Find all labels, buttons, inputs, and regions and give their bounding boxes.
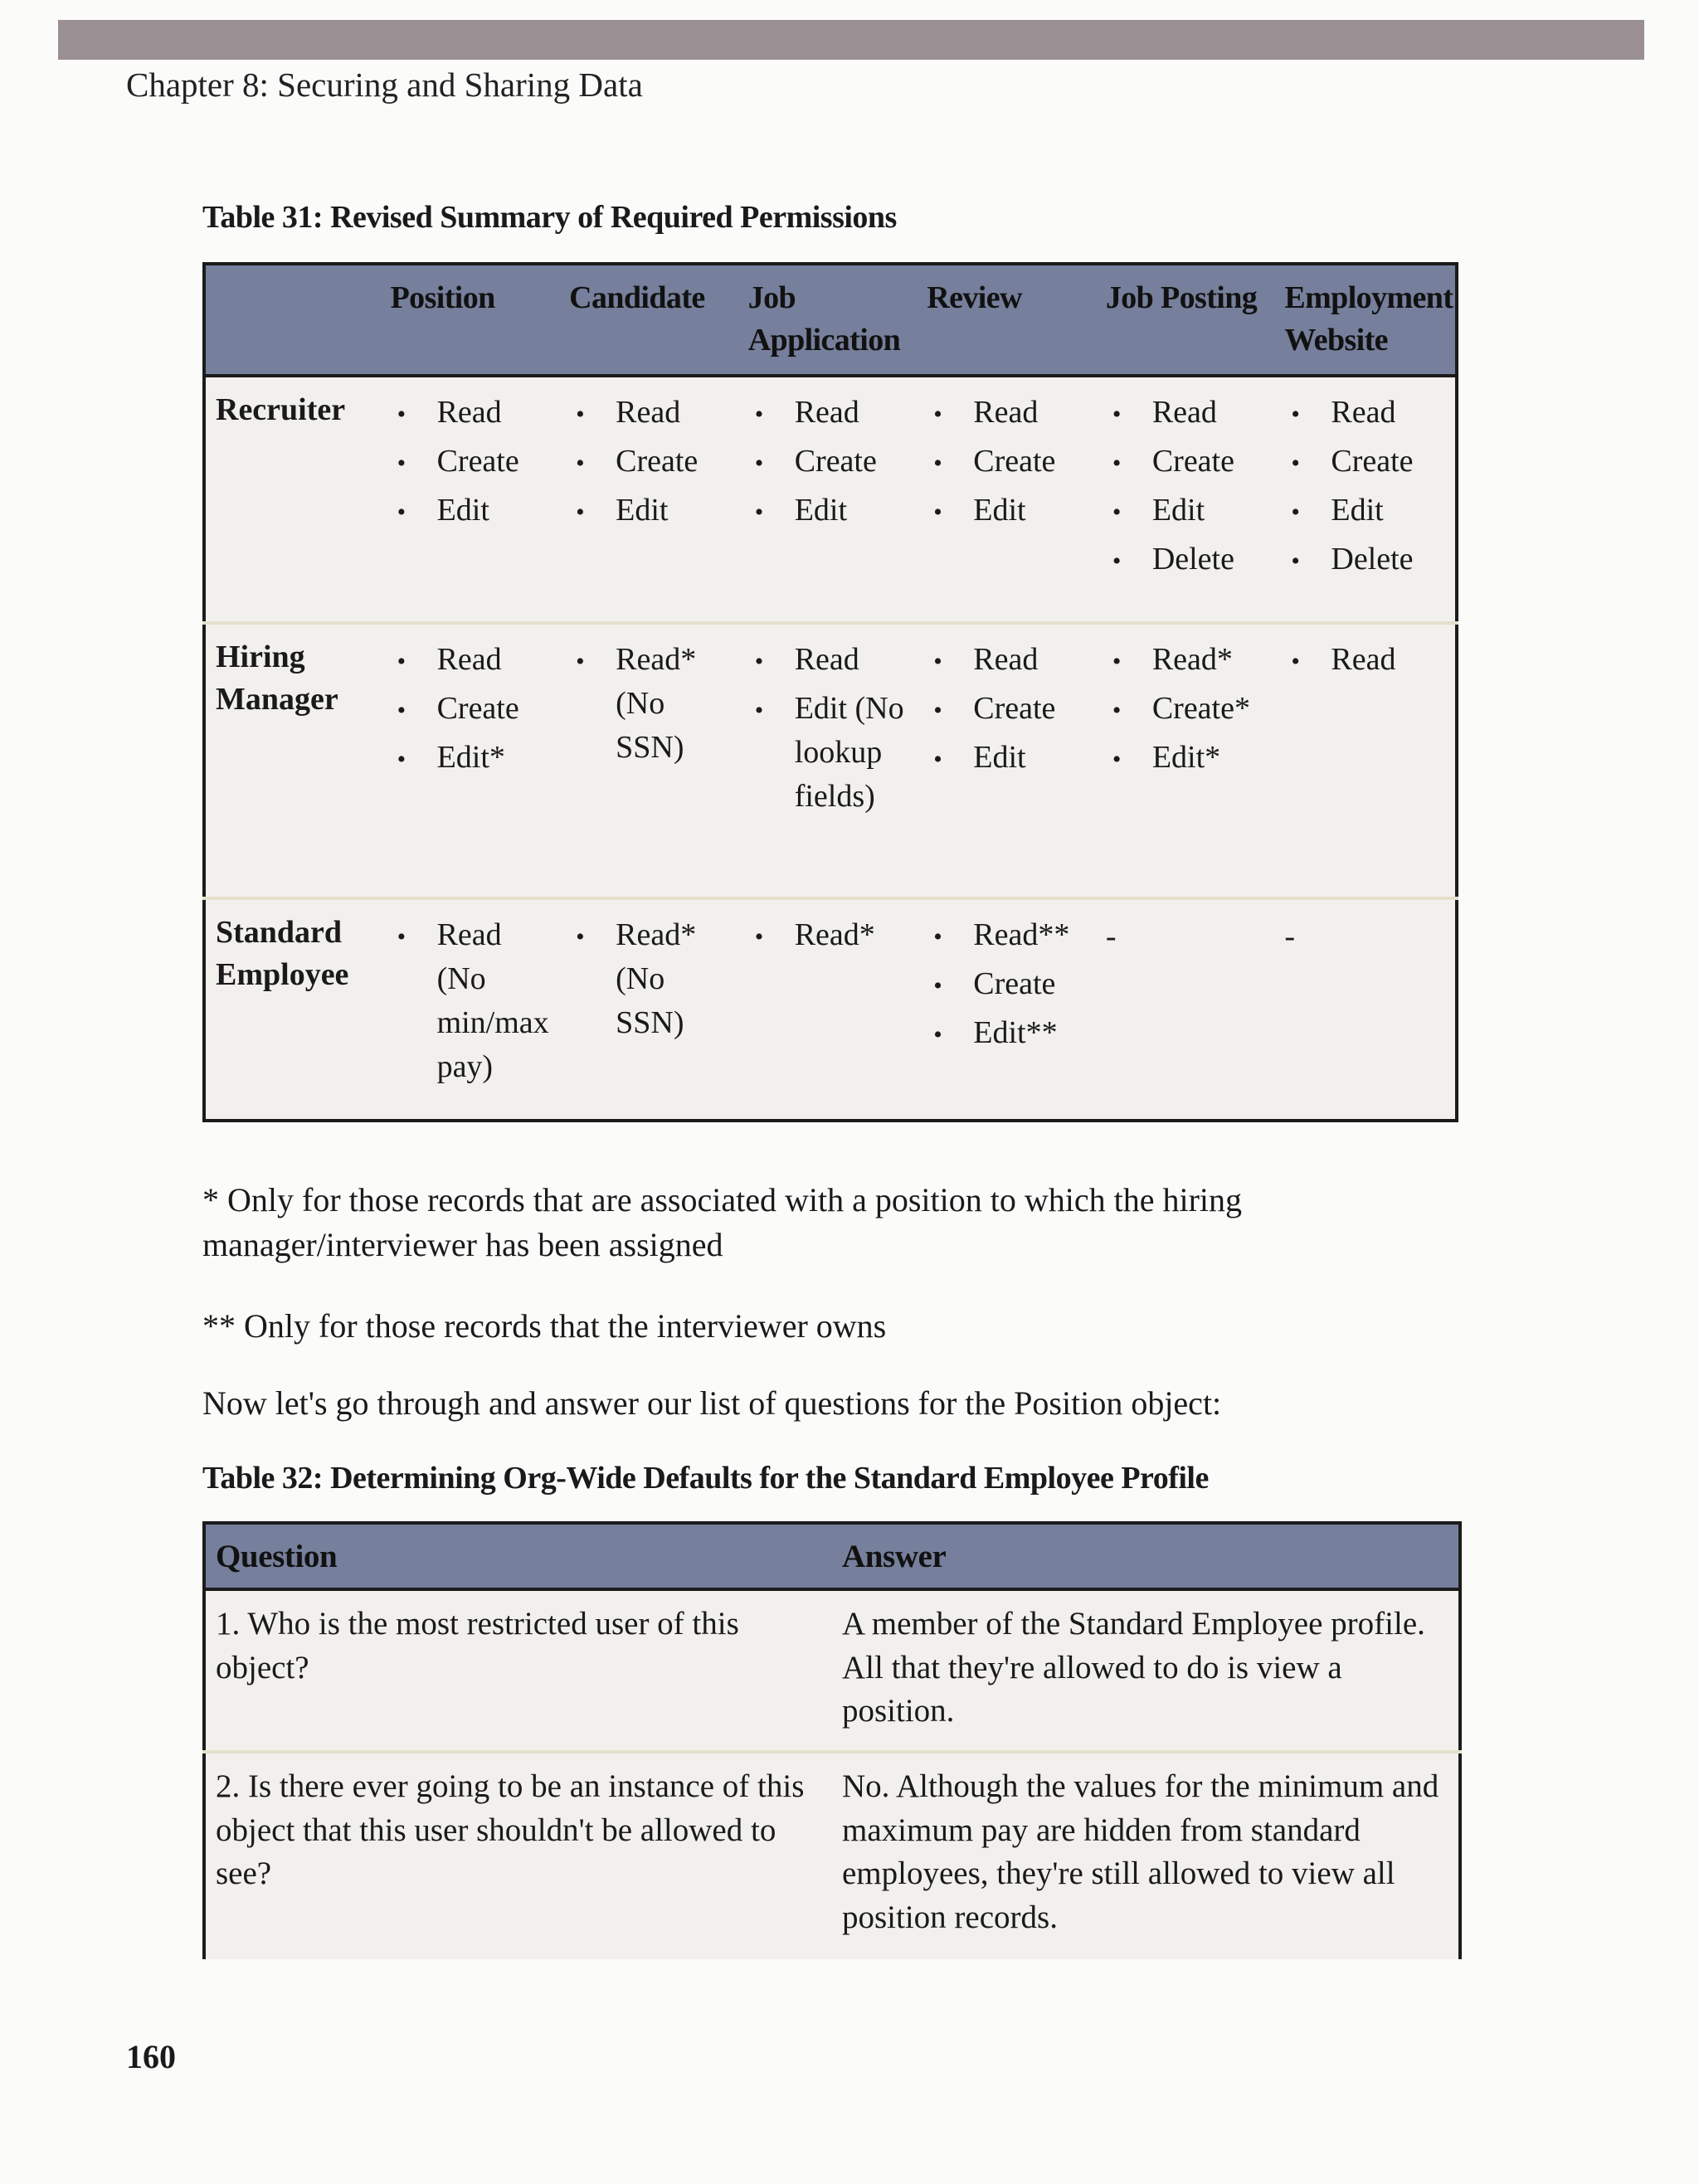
permission-item: • Read [1106, 391, 1268, 435]
table-cell [1274, 623, 1457, 898]
permission-item: • Create [569, 440, 732, 484]
column-header: Question [204, 1523, 832, 1589]
permission-item: • Read [1284, 638, 1448, 682]
column-header: Job Application [738, 264, 918, 376]
permission-item: • Create [927, 687, 1089, 731]
permission-item: • Read [391, 638, 553, 682]
row-label: Standard Employee [204, 898, 381, 1121]
permission-item: • Edit [1106, 489, 1268, 533]
permission-item: • Read [569, 391, 732, 435]
column-header: Answer [832, 1523, 1460, 1589]
column-header: Employment Website [1274, 264, 1457, 376]
permission-item: • Create [927, 440, 1089, 484]
answer-cell: No. Although the values for the minimum and maximum pay are hidden from standard employees, they're still allowed to view all position records. [832, 1752, 1460, 1959]
permission-item: • Create [391, 687, 553, 731]
permission-item: • Create [1284, 440, 1448, 484]
permission-item: • Edit [927, 736, 1089, 780]
permission-item: • Edit* [1106, 736, 1268, 780]
table-cell [738, 898, 918, 1121]
permission-item: • Edit** [927, 1011, 1089, 1055]
permission-item: • Read [391, 391, 553, 435]
table-cell [738, 623, 918, 898]
table-cell [1096, 376, 1275, 623]
permission-item: • Edit* [391, 736, 553, 780]
permission-item: • Create [1106, 440, 1268, 484]
permission-item: • Delete [1284, 537, 1448, 581]
header-bar [58, 20, 1644, 60]
table-cell [381, 376, 560, 623]
permission-item: • Edit (No lookup fields) [748, 687, 911, 820]
answer-cell: A member of the Standard Employee profile. All that they're allowed to do is view a position. [842, 1606, 1425, 1729]
table-cell [559, 376, 738, 623]
table-cell [917, 898, 1096, 1121]
permission-item: • Delete [1106, 537, 1268, 581]
table-row [204, 376, 1457, 623]
table-cell [381, 898, 560, 1121]
column-header: Review [917, 264, 1096, 376]
permission-item: • Read [1284, 391, 1448, 435]
table-row [204, 623, 1457, 898]
table-row [204, 1752, 1460, 1959]
table-header-row [204, 1523, 1460, 1589]
permission-item: • Create* [1106, 687, 1268, 731]
permission-item: • Read* [748, 913, 911, 957]
permission-item: • Edit [569, 489, 732, 533]
question-cell: 2. Is there ever going to be an instance of this object that this user shouldn't be allowed to see? [204, 1752, 832, 1959]
permission-item: • Edit [1284, 489, 1448, 533]
table-row [204, 898, 1457, 1121]
table32-caption: Table 32: Determining Org-Wide Defaults for the Standard Employee Profile [202, 1461, 1209, 1496]
column-header: Job Posting [1096, 264, 1275, 376]
body-paragraph: Now let's go through and answer our list of questions for the Position object: [202, 1384, 1222, 1422]
table-row [204, 1589, 1460, 1752]
permission-item: • Create [748, 440, 911, 484]
org-defaults-table [202, 1521, 1462, 1959]
page-number: 160 [126, 2038, 176, 2075]
table-header-row [204, 264, 1457, 376]
permission-item: • Edit [748, 489, 911, 533]
permission-item: • Read [927, 638, 1089, 682]
permission-item: • Read (No min/max pay) [391, 913, 553, 1090]
table-cell [381, 623, 560, 898]
permissions-table [202, 262, 1458, 1122]
question-cell: 1. Who is the most restricted user of this object? [216, 1606, 739, 1685]
footnote: * Only for those records that are associated with a position to which the hiring manager/interviewer has been assigned [202, 1181, 1243, 1263]
table-cell [559, 898, 738, 1121]
permission-item: • Read* [1106, 638, 1268, 682]
permission-item: • Read [927, 391, 1089, 435]
chapter-title: Chapter 8: Securing and Sharing Data [126, 66, 643, 104]
column-header [204, 264, 381, 376]
permission-item: • Edit [927, 489, 1089, 533]
row-label: Recruiter [216, 392, 346, 427]
table31-caption: Table 31: Revised Summary of Required Permissions [202, 200, 897, 235]
table-cell-empty: - [1274, 898, 1457, 1121]
table-cell [917, 623, 1096, 898]
table-cell [1274, 376, 1457, 623]
table-cell [559, 623, 738, 898]
permission-item: • Create [927, 962, 1089, 1006]
permission-item: • Read* (No SSN) [569, 638, 732, 771]
permission-item: • Read [748, 391, 911, 435]
permission-item: • Read [748, 638, 911, 682]
column-header: Position [381, 264, 560, 376]
table-cell-empty: - [1096, 898, 1275, 1121]
table-cell [738, 376, 918, 623]
permission-item: • Edit [391, 489, 553, 533]
column-header: Candidate [559, 264, 738, 376]
row-label: Hiring Manager [204, 623, 381, 898]
permission-item: • Read* (No SSN) [569, 913, 732, 1046]
table-cell [917, 376, 1096, 623]
footnote: ** Only for those records that the interviewer owns [202, 1307, 887, 1345]
permission-item: • Create [391, 440, 553, 484]
permission-item: • Read** [927, 913, 1089, 957]
table-cell [1096, 623, 1275, 898]
